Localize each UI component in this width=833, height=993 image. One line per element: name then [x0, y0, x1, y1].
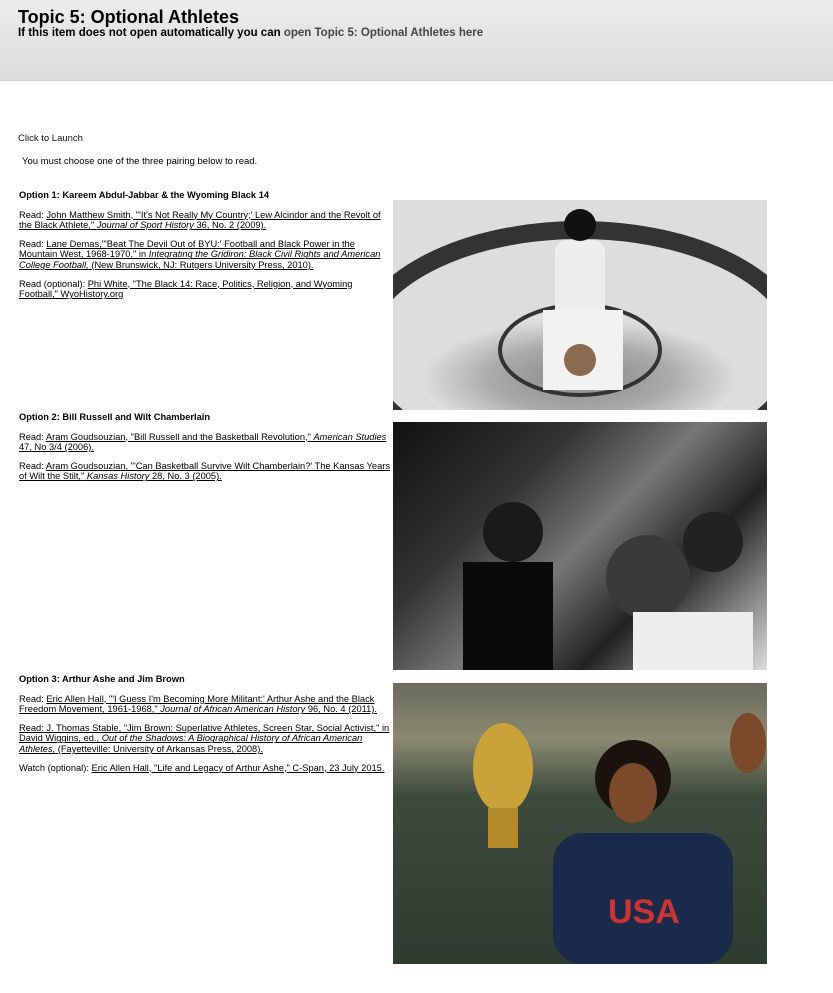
citation-text: 47, No 3/4 (2006).	[19, 442, 94, 453]
reading-item	[19, 763, 391, 774]
reading-link[interactable]	[19, 239, 380, 270]
instruction-text: You must choose one of the three pairing below to read.	[22, 156, 258, 167]
reading-label: Read:	[19, 431, 46, 442]
reading-link[interactable]	[19, 210, 381, 231]
open-item-prefix: If this item does not open automatically you can	[18, 27, 284, 39]
publication-title: American Studies	[313, 431, 387, 442]
photo-ashe-graphic	[393, 683, 767, 964]
publication-title: Journal of African American History	[160, 704, 306, 715]
citation-text: Eric Allen Hall, "'I Guess I'm Becoming More Militant:' Arthur Ashe and the Black Freedom Movement, 1961-1968,"	[19, 693, 375, 715]
page-header	[0, 0, 833, 81]
reading-item	[19, 694, 391, 715]
reading-item	[19, 723, 391, 755]
reading-item	[19, 210, 391, 231]
citation-text: John Matthew Smith, "'It's Not Really My Country;' Lew Alcindor and the Revolt of the Black Athlete,"	[19, 209, 381, 231]
citation-text: (New Brunswick, NJ: Rutgers University Press, 2010).	[88, 259, 314, 270]
citation-text: Eric Allen Hall, "Life and Legacy of Arthur Ashe," C-Span, 23 July 2015.	[91, 762, 385, 773]
publication-title: Journal of Sport History	[96, 220, 194, 231]
svg-text:USA: USA	[608, 893, 680, 931]
reading-link[interactable]	[19, 694, 377, 715]
reading-item	[19, 279, 391, 300]
click-to-launch[interactable]: Click to Launch	[18, 133, 83, 144]
reading-label: Read:	[19, 238, 47, 249]
citation-text: Phi White, "The Black 14: Race, Politics, Religion, and Wyoming Football," WyoHistory.org	[19, 278, 353, 300]
citation-text: 28, No. 3 (2005).	[149, 471, 222, 482]
reading-label: Watch (optional):	[19, 762, 92, 773]
reading-label: Read:	[19, 460, 46, 471]
reading-label: Read (optional):	[19, 278, 88, 289]
reading-item	[19, 461, 391, 482]
publication-title: Out of the Shadows: A Biographical History of African American Athletes,	[19, 733, 363, 754]
open-item-link[interactable]: open Topic 5: Optional Athletes here	[283, 27, 484, 39]
citation-text: 96, No. 4 (2011).	[305, 704, 377, 715]
reading-item	[19, 432, 391, 453]
open-item-message	[18, 27, 815, 40]
page-title: Topic 5: Optional Athletes	[18, 7, 240, 27]
citation-text: (Fayetteville: University of Arkansas Press, 2008).	[55, 743, 263, 754]
reading-link[interactable]	[92, 763, 385, 773]
reading-link[interactable]	[19, 432, 386, 453]
reading-item	[19, 239, 391, 271]
publication-title: Kansas History	[86, 471, 150, 482]
reading-label: Read:	[19, 209, 47, 220]
photo-players-graphic	[393, 422, 767, 670]
option-heading: Option 2: Bill Russell and Wilt Chamberlain	[19, 412, 211, 422]
option-heading: Option 3: Arthur Ashe and Jim Brown	[19, 674, 185, 684]
option-2	[19, 412, 391, 490]
citation-text: Lane Demas,"'Beat The Devil Out of BYU:' Football and Black Power in the Mountain West, 1968-1970," in	[19, 238, 355, 260]
citation-text: Read: J. Thomas Stable, "Jim Brown: Superlative Athletes, Screen Star, Social Activist," in David Wiggins, ed.,	[19, 722, 390, 744]
citation-text: 36, No. 2 (2009).	[193, 220, 267, 231]
photo-russell-chamberlain	[393, 422, 767, 670]
citation-text: Aram Goudsouzian, "'Can Basketball Survive Wilt Chamberlain?' The Kansas Years of Wilt the Stilt,"	[19, 460, 391, 482]
photo-arthur-ashe	[393, 683, 767, 964]
publication-title: Integrating the Gridiron: Black Civil Rights and American College Football,	[19, 249, 381, 270]
reading-link[interactable]	[19, 461, 390, 482]
reading-label: Read:	[19, 693, 47, 704]
reading-link[interactable]	[19, 723, 389, 754]
option-heading: Option 1: Kareem Abdul-Jabbar & the Wyoming Black 14	[19, 190, 270, 200]
option-1	[19, 190, 391, 308]
citation-text: Aram Goudsouzian, "Bill Russell and the Basketball Revolution,"	[45, 431, 314, 442]
photo-court-graphic	[393, 200, 767, 410]
option-3	[19, 674, 391, 781]
photo-kareem-abdul-jabbar	[393, 200, 767, 410]
